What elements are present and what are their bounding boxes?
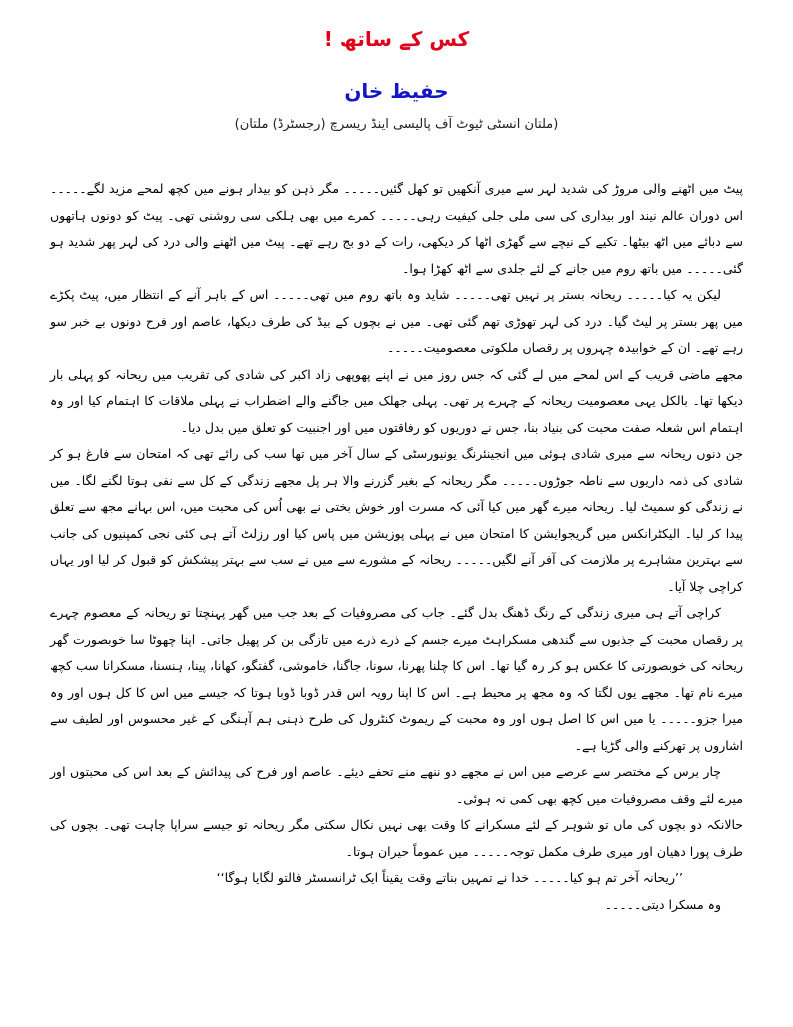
paragraph-4: جن دنوں ریحانہ سے میری شادی ہوئی میں انجینئرنگ یونیورسٹی کے سال آخر میں تھا سب کی رائے تھی کہ امتحان سے فارغ ہو کر شادی کی ذمہ داریوں سے ناطہ جوڑوں۔۔۔۔۔ مگر ریحانہ کے بغیر گزرنے والا ہر پل مجھے زندگی کے کل سے نفی ہوتا لگنے لگا۔ میں نے زندگی کو سمیٹ لیا۔ ریحانہ میرے گھر میں کیا آئی کہ مسرت اور خوش بختی نے بھی اُس کی محبت میں، اس بہانے مجھ سے تعلق پیدا کر لیا۔ الیکٹرانکس میں گریجوایشن کا امتحان میں نے پہلی پوزیشن میں پاس کیا اور رزلٹ آتے ہی کئی نجی کمپنیوں کی جانب سے بہترین مشاہرے پر ملازمت کی آفر آنے لگیں۔۔۔۔۔ ریحانہ کے مشورے سے میں نے سب سے بہتر پیشکش کو قبول کر لیا اور یہاں کراچی چلا آیا۔ (50, 446, 743, 594)
paragraph-2: لیکن یہ کیا۔۔۔۔۔ ریحانہ بستر پر نہیں تھی۔۔۔۔۔ شاید وہ باتھ روم میں تھی۔۔۔۔۔ اس کے باہر آنے کے انتظار میں، پیٹ پکڑے میں پھر بستر پر لیٹ گیا۔ درد کی لہر تھوڑی تھم گئی تھی۔ میں نے بچوں کے بیڈ کی طرف دیکھا، عاصم اور فرح دونوں بے خبر سو رہے تھے۔ ان کے خوابیدہ چہروں پر رقصاں ملکوتی معصومیت۔۔۔۔۔ (50, 287, 743, 355)
dialogue-line: ’’ریحانہ آخر تم ہو کیا۔۔۔۔۔ خدا نے تمہیں بناتے وقت یقیناً ایک ٹرانسسٹر فالتو لگایا ہوگا‘‘ (216, 870, 683, 885)
paragraph-6: چار برس کے مختصر سے عرصے میں اس نے مجھے دو ننھے منے تحفے دیئے۔ عاصم اور فرح کی پیدائش کے بعد اس کی محبتوں اور میرے لئے وقف مصروفیات میں کچھ بھی کمی نہ ہوئی۔ (50, 764, 743, 806)
author-affiliation: (ملتان انسٹی ٹیوٹ آف پالیسی اینڈ ریسرچ (رجسٹرڈ) ملتان) (234, 117, 559, 132)
author-name: حفیظ خان (344, 79, 449, 103)
paragraph-1: پیٹ میں اٹھنے والی مروڑ کی شدید لہر سے میری آنکھیں تو کھل گئیں۔۔۔۔۔ مگر ذہن کو بیدار ہونے میں کچھ لمحے مزید لگے۔۔۔۔۔ اس دوران عالم نیند اور بیداری کی سی ملی جلی کیفیت رہی۔۔۔۔۔ کمرے میں بھی ہلکی سی روشنی تھی۔ پیٹ کو دونوں ہاتھوں سے دبائے میں اٹھ بیٹھا۔ تکیے کے نیچے سے گھڑی اٹھا کر دیکھی، رات کے دو بج رہے تھے۔ پیٹ میں اٹھنے والی درد کی لہر پھر شدید ہو گئی۔۔۔۔۔ میں باتھ روم میں جانے کے لئے جلدی سے اٹھ کھڑا ہوا۔ (50, 181, 743, 276)
paragraph-5: کراچی آتے ہی میری زندگی کے رنگ ڈھنگ بدل گئے۔ جاب کی مصروفیات کے بعد جب میں گھر پہنچتا تو ریحانہ کے معصوم چہرے پر رقصاں محبت کے جذبوں سے گندھی مسکراہٹ میرے جسم کے ذرے ذرے میں تازگی بن کر پھیل جاتی۔ اپنا چھوٹا سا خوبصورت گھر ریحانہ کی خوبصورتی کا عکس ہو کر رہ گیا تھا۔ اس کا چلنا پھرنا، سونا، جاگنا، خاموشی، گفتگو، کھانا، پینا، ہنسنا، مسکرانا سب کچھ میرے نام تھا۔ مجھے یوں لگتا کہ وہ مجھ پر محیط ہے۔ اس کا اپنا رویہ اس قدر ڈوبا ڈوبا ہوتا کہ جیسے میں اس کا کل ہوں اور وہ میرا جزو۔۔۔۔۔ یا میں اس کا اصل ہوں اور وہ محبت کے ریموٹ کنٹرول کی طرح ذہنی ہم آہنگی کے غیر محسوس اور لطیف سے اشاروں پر تھرکنے والی گڑیا ہے۔ (50, 605, 743, 753)
story-body (50, 176, 743, 918)
story-title: کس کے ساتھ ! (323, 27, 470, 51)
paragraph-7: حالانکہ دو بچوں کی ماں تو شوہر کے لئے مسکرانے کا وقت بھی نہیں نکال سکتی مگر ریحانہ تو جیسے سراپا چاہت تھی۔ بچوں کی طرف پورا دھیان اور میری طرف مکمل توجہ۔۔۔۔۔ میں عموماً حیران ہوتا۔ (50, 817, 743, 859)
paragraph-9: وہ مسکرا دیتی۔۔۔۔۔ (604, 896, 721, 912)
paragraph-3: مجھے ماضی قریب کے اس لمحے میں لے گئی کہ جس روز میں نے اپنے پھوپھی زاد اکبر کی شادی کی تقریب میں ریحانہ کو پہلی بار دیکھا تھا۔ بالکل یہی معصومیت ریحانہ کے چہرے پر تھی۔ پہلی جھلک میں جاگنے والے اضطراب نے پہلی ملاقات کا اہتمام کیا اور وہ اہتمام اس شعلہ صفت محبت کی بنیاد بنا، جس نے دوریوں کو رفاقتوں میں اور اجنبیت کو تعلق میں بدل دیا۔ (50, 366, 743, 435)
